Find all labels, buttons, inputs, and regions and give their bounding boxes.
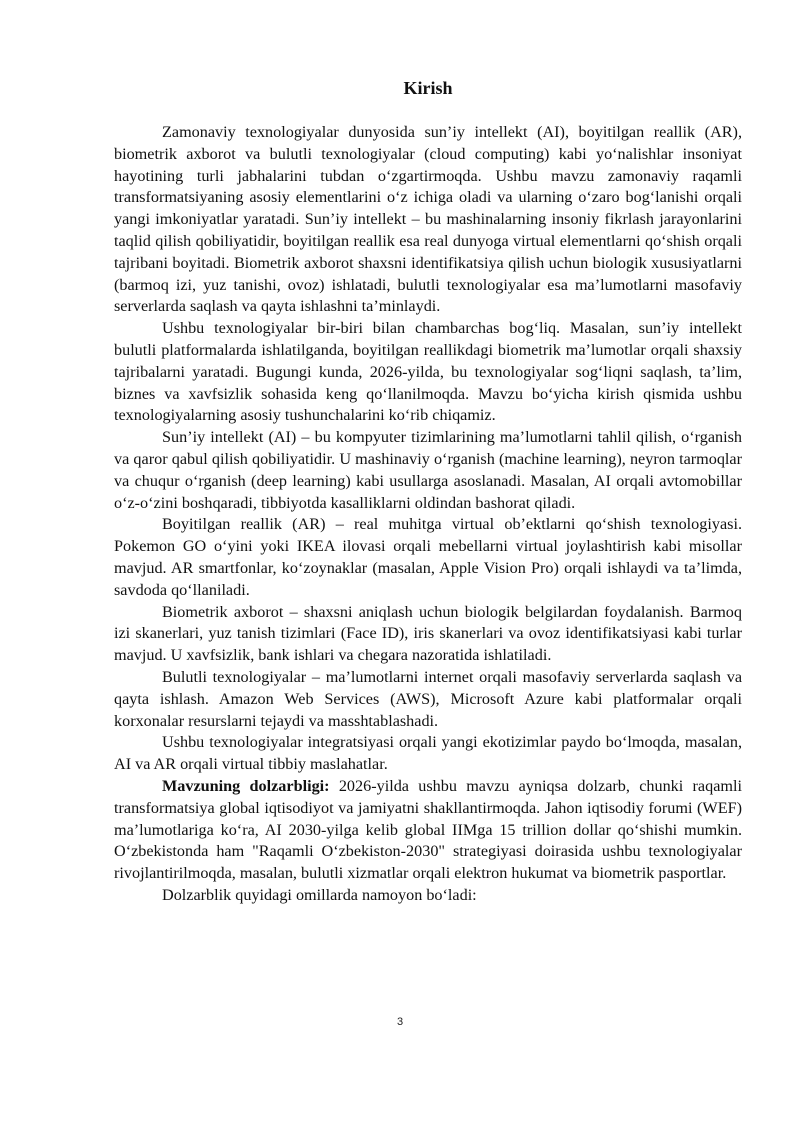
paragraph-intro: Zamonaviy texnologiyalar dunyosida sun’iy intellekt (AI), boyitilgan reallik (AR), biometrik axborot va bulutli texnologiyalar (cloud computing) kabi yo‘nalishlar insoniyat hayotining turli jabhalarini tubdan o‘zgartirmoqda. Ushbu mavzu zamonaviy raqamli transformatsiyaning asosiy elementlarini o‘z ichiga oladi va ularning o‘zaro bog‘lanishi orqali yangi imkoniyatlar yaratadi. Sun’iy intellekt – bu mashinalarning insoniy fikrlash jarayonlarini taqlid qilish qobiliyatidir, boyitilgan reallik esa real dunyoga virtual elementlarni qo‘shish orqali tajribani boyitadi. Biometrik axborot shaxsni identifikatsiya qilish uchun biologik xususiyatlarni (barmoq izi, yuz tanishi, ovoz) ishlatadi, bulutli texnologiyalar esa ma’lumotlarni masofaviy serverlarda saqlash va qayta ishlashni ta’minlaydi. (114, 123, 742, 316)
paragraph-ar: Boyitilgan reallik (AR) – real muhitga virtual ob’ektlarni qo‘shish texnologiyasi. Pokemon GO o‘yini yoki IKEA ilovasi orqali mebellarni virtual joylashtirish kabi misollar mavjud. AR smartfonlar, ko‘zoynaklar (masalan, Apple Vision Pro) orqali ishlaydi va ta’limda, savdoda qo‘llaniladi. (114, 515, 742, 599)
paragraph-biometrics: Biometrik axborot – shaxsni aniqlash uchun biologik belgilardan foydalanish. Barmoq izi skanerlari, yuz tanish tizimlari (Face ID), iris skanerlari va ovoz identifikatsiyasi kabi turlar mavjud. U xavfsizlik, bank ishlari va chegara nazoratida ishlatiladi. (114, 602, 742, 665)
paragraph-interconnection: Ushbu texnologiyalar bir-biri bilan chambarchas bog‘liq. Masalan, sun’iy intellekt bulutli platformalarda ishlatilganda, boyitilgan reallikdagi biometrik ma’lumotlar orqali shaxsiy tajribalarni yaratadi. Bugungi kunda, 2026-yilda, bu texnologiyalar sog‘liqni saqlash, ta’lim, biznes va xavfsizlik sohasida keng qo‘llanilmoqda. Mavzu bo‘yicha kirish qismida ushbu texnologiyalarning asosiy tushunchalarini ko‘rib chiqamiz. (114, 319, 742, 425)
paragraph-cloud: Bulutli texnologiyalar – ma’lumotlarni internet orqali masofaviy serverlarda saqlash va qayta ishlash. Amazon Web Services (AWS), Microsoft Azure kabi platformalar orqali korxonalar resurslarni tejaydi va masshtablashadi. (114, 667, 742, 730)
paragraph-ai: Sun’iy intellekt (AI) – bu kompyuter tizimlarining ma’lumotlarni tahlil qilish, o‘rganish va qaror qabul qilish qobiliyatidir. U mashinaviy o‘rganish (machine learning), neyron tarmoqlar va chuqur o‘rganish (deep learning) kabi usullarga asoslanadi. Masalan, AI orqali avtomobillar o‘z-o‘zini boshqaradi, tibbiyotda kasalliklarni oldindan bashorat qiladi. (114, 428, 742, 512)
paragraph-integration: Ushbu texnologiyalar integratsiyasi orqali yangi ekotizimlar paydo bo‘lmoqda, masalan, AI va AR orqali virtual tibbiy maslahatlar. (114, 733, 742, 774)
relevance-lead: Mavzuning dolzarbligi: (162, 776, 330, 795)
paragraph-relevance (114, 776, 742, 885)
relevance-text: 2026-yilda ushbu mavzu ayniqsa dolzarb, chunki raqamli transformatsiya global iqtisodiyot va jamiyatni shakllantirmoqda. Jahon iqtisodiy forumi (WEF) ma’lumotlariga ko‘ra, AI 2030-yilga kelib global IIMga 15 trillion dollar qo‘shishi mumkin. O‘zbekistonda ham "Raqamli O‘zbekiston-2030" strategiyasi doirasida ushbu texnologiyalar rivojlantirilmoqda, masalan, bulutli xizmatlar orqali elektron hukumat va biometrik pasportlar. (114, 776, 742, 883)
document-page (114, 70, 742, 907)
page-number: 3 (396, 1016, 404, 1028)
paragraph-closing: Dolzarblik quyidagi omillarda namoyon bo‘ladi: (162, 885, 477, 904)
section-title: Kirish (403, 78, 453, 98)
